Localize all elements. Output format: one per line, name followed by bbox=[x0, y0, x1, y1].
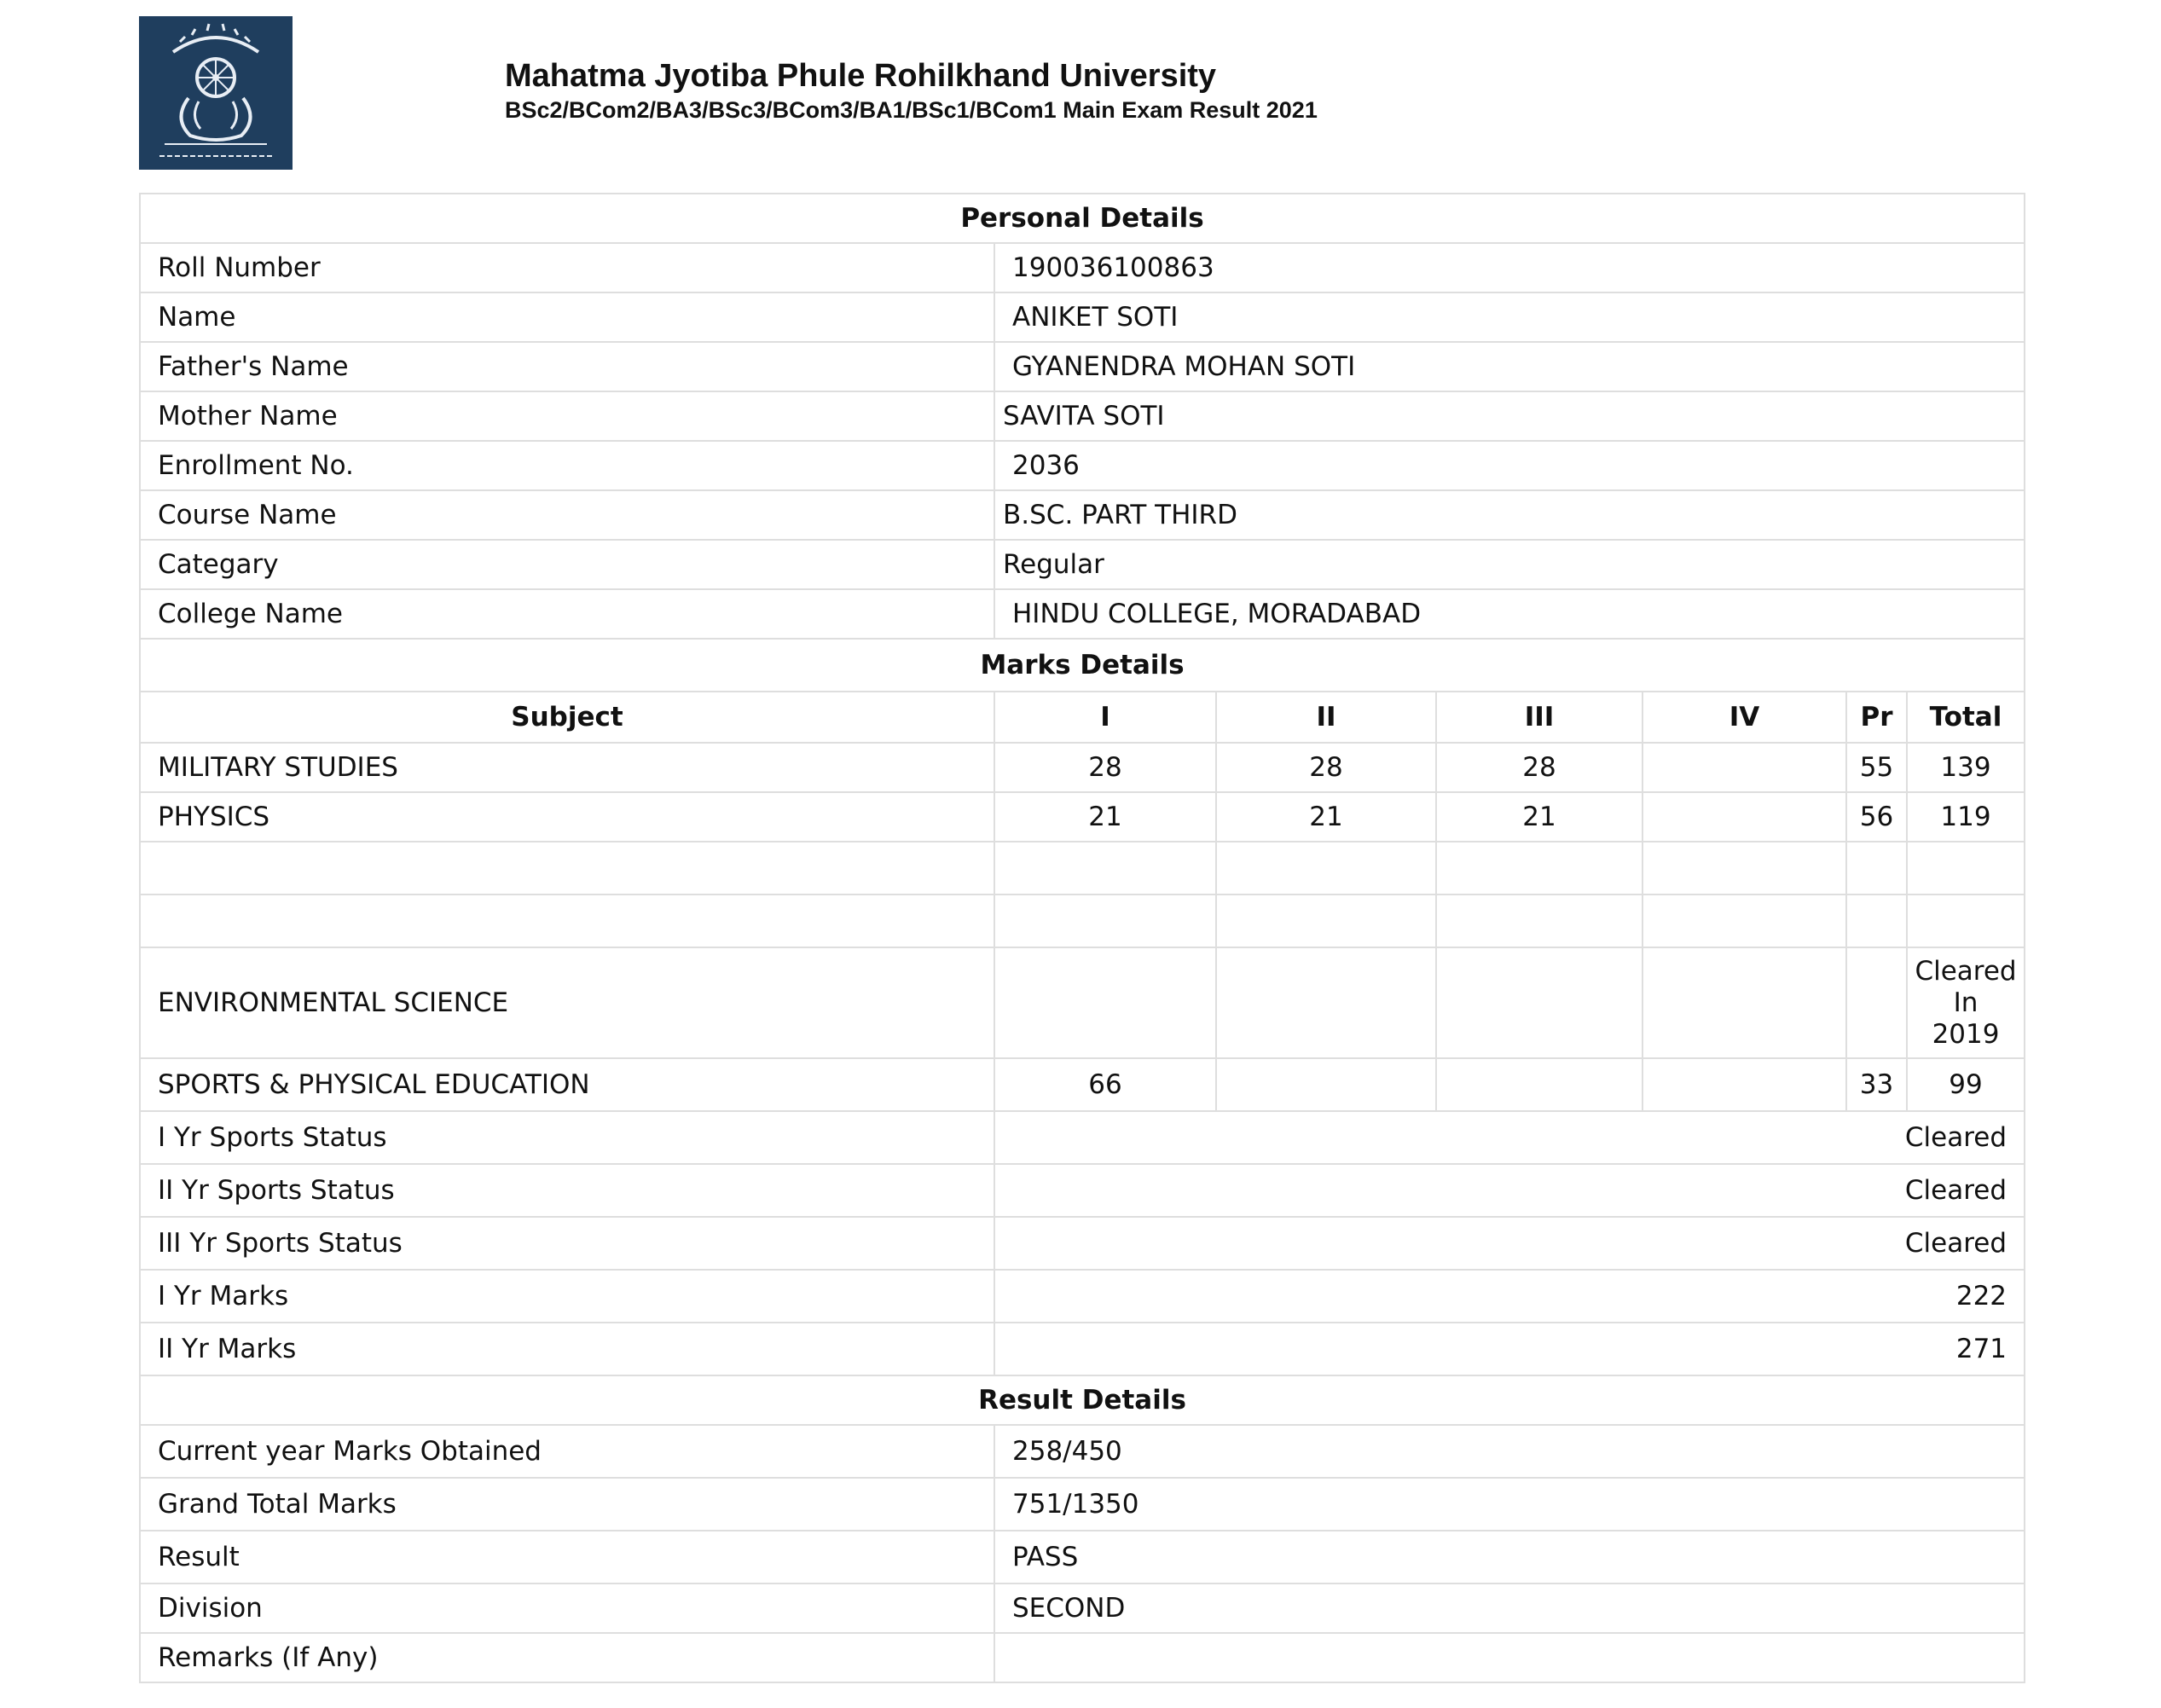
mark-iv bbox=[1642, 1058, 1846, 1111]
result-label: Division bbox=[140, 1584, 994, 1633]
field-label: Name bbox=[140, 292, 994, 342]
mark-iii: 21 bbox=[1436, 792, 1642, 842]
result-value: SECOND bbox=[994, 1584, 2025, 1633]
personal-row bbox=[140, 292, 2025, 342]
mark-ii bbox=[1216, 947, 1436, 1058]
mark-iii: 28 bbox=[1436, 743, 1642, 792]
mark-i bbox=[994, 947, 1216, 1058]
column-header-subject: Subject bbox=[140, 692, 994, 743]
result-label: Current year Marks Obtained bbox=[140, 1425, 994, 1478]
mark-pr bbox=[1846, 947, 1907, 1058]
personal-row bbox=[140, 342, 2025, 391]
result-details-heading: Result Details bbox=[140, 1375, 2025, 1425]
mark-ii: 21 bbox=[1216, 792, 1436, 842]
mark-total: 119 bbox=[1907, 792, 2025, 842]
mark-ii bbox=[1216, 1058, 1436, 1111]
column-header-iv: IV bbox=[1642, 692, 1846, 743]
status-label: II Yr Marks bbox=[140, 1323, 994, 1375]
empty-cell bbox=[140, 895, 994, 947]
result-label: Grand Total Marks bbox=[140, 1478, 994, 1531]
subject-name: PHYSICS bbox=[140, 792, 994, 842]
mark-i: 21 bbox=[994, 792, 1216, 842]
empty-cell bbox=[1216, 842, 1436, 895]
mark-pr: 33 bbox=[1846, 1058, 1907, 1111]
marks-header-row bbox=[140, 692, 2025, 743]
empty-cell bbox=[1642, 895, 1846, 947]
empty-cell bbox=[1216, 895, 1436, 947]
personal-row bbox=[140, 391, 2025, 441]
mark-iii bbox=[1436, 1058, 1642, 1111]
field-value: ANIKET SOTI bbox=[994, 292, 2025, 342]
status-label: I Yr Marks bbox=[140, 1270, 994, 1323]
mark-i: 28 bbox=[994, 743, 1216, 792]
status-value: Cleared bbox=[994, 1164, 2025, 1217]
university-logo bbox=[139, 16, 293, 170]
marks-details-heading: Marks Details bbox=[140, 639, 2025, 692]
mark-iv bbox=[1642, 743, 1846, 792]
field-value: B.SC. PART THIRD bbox=[994, 490, 2025, 540]
university-title: Mahatma Jyotiba Phule Rohilkhand University bbox=[505, 58, 1217, 94]
result-row bbox=[140, 1531, 2025, 1584]
field-label: Mother Name bbox=[140, 391, 994, 441]
column-header-ii: II bbox=[1216, 692, 1436, 743]
mark-iv bbox=[1642, 947, 1846, 1058]
mark-ii: 28 bbox=[1216, 743, 1436, 792]
mark-total: 139 bbox=[1907, 743, 2025, 792]
status-row bbox=[140, 1217, 2025, 1270]
empty-cell bbox=[140, 842, 994, 895]
subject-row bbox=[140, 947, 2025, 1058]
status-value: 271 bbox=[994, 1323, 2025, 1375]
mark-total-cleared bbox=[1907, 947, 2025, 1058]
empty-subject-row bbox=[140, 842, 2025, 895]
cleared-line: In bbox=[1953, 987, 1979, 1018]
status-row bbox=[140, 1164, 2025, 1217]
column-header-i: I bbox=[994, 692, 1216, 743]
status-value: Cleared bbox=[994, 1111, 2025, 1164]
empty-cell bbox=[1642, 842, 1846, 895]
empty-cell bbox=[1907, 842, 2025, 895]
empty-cell bbox=[1846, 842, 1907, 895]
personal-row bbox=[140, 540, 2025, 589]
subject-name: ENVIRONMENTAL SCIENCE bbox=[140, 947, 994, 1058]
result-label: Remarks (If Any) bbox=[140, 1633, 994, 1682]
result-value: PASS bbox=[994, 1531, 2025, 1584]
page-heading bbox=[505, 56, 1318, 124]
result-value: 751/1350 bbox=[994, 1478, 2025, 1531]
field-label: Categary bbox=[140, 540, 994, 589]
field-label: College Name bbox=[140, 589, 994, 639]
status-row bbox=[140, 1270, 2025, 1323]
cleared-line: 2019 bbox=[1932, 1018, 2000, 1050]
personal-details-heading: Personal Details bbox=[140, 194, 2025, 243]
result-row bbox=[140, 1425, 2025, 1478]
personal-row bbox=[140, 589, 2025, 639]
mark-total: 99 bbox=[1907, 1058, 2025, 1111]
field-label: Course Name bbox=[140, 490, 994, 540]
mark-iv bbox=[1642, 792, 1846, 842]
personal-row bbox=[140, 243, 2025, 292]
result-label: Result bbox=[140, 1531, 994, 1584]
field-value: GYANENDRA MOHAN SOTI bbox=[994, 342, 2025, 391]
personal-row bbox=[140, 490, 2025, 540]
result-value bbox=[994, 1633, 2025, 1682]
field-value: Regular bbox=[994, 540, 2025, 589]
status-label: I Yr Sports Status bbox=[140, 1111, 994, 1164]
empty-cell bbox=[1436, 842, 1642, 895]
result-row bbox=[140, 1584, 2025, 1633]
subject-name: MILITARY STUDIES bbox=[140, 743, 994, 792]
mark-iii bbox=[1436, 947, 1642, 1058]
empty-cell bbox=[1846, 895, 1907, 947]
status-value: 222 bbox=[994, 1270, 2025, 1323]
empty-cell bbox=[1436, 895, 1642, 947]
empty-cell bbox=[994, 842, 1216, 895]
column-header-pr: Pr bbox=[1846, 692, 1907, 743]
university-emblem-icon bbox=[139, 16, 293, 170]
subject-row bbox=[140, 1058, 2025, 1111]
subject-name: SPORTS & PHYSICAL EDUCATION bbox=[140, 1058, 994, 1111]
status-label: III Yr Sports Status bbox=[140, 1217, 994, 1270]
empty-cell bbox=[994, 895, 1216, 947]
empty-cell bbox=[1907, 895, 2025, 947]
result-value: 258/450 bbox=[994, 1425, 2025, 1478]
field-value: HINDU COLLEGE, MORADABAD bbox=[994, 589, 2025, 639]
mark-i: 66 bbox=[994, 1058, 1216, 1111]
status-label: II Yr Sports Status bbox=[140, 1164, 994, 1217]
field-label: Roll Number bbox=[140, 243, 994, 292]
result-table bbox=[139, 193, 2025, 1683]
status-value: Cleared bbox=[994, 1217, 2025, 1270]
cleared-line: Cleared bbox=[1915, 955, 2017, 987]
field-value: 2036 bbox=[994, 441, 2025, 490]
subject-row bbox=[140, 792, 2025, 842]
column-header-total: Total bbox=[1907, 692, 2025, 743]
status-row bbox=[140, 1111, 2025, 1164]
field-label: Enrollment No. bbox=[140, 441, 994, 490]
mark-pr: 56 bbox=[1846, 792, 1907, 842]
status-row bbox=[140, 1323, 2025, 1375]
result-row bbox=[140, 1633, 2025, 1682]
result-row bbox=[140, 1478, 2025, 1531]
subject-row bbox=[140, 743, 2025, 792]
field-value: SAVITA SOTI bbox=[994, 391, 2025, 441]
mark-pr: 55 bbox=[1846, 743, 1907, 792]
personal-row bbox=[140, 441, 2025, 490]
column-header-iii: III bbox=[1436, 692, 1642, 743]
exam-subtitle: BSc2/BCom2/BA3/BSc3/BCom3/BA1/BSc1/BCom1 Main Exam Result 2021 bbox=[505, 97, 1318, 123]
field-label: Father's Name bbox=[140, 342, 994, 391]
empty-subject-row bbox=[140, 895, 2025, 947]
field-value: 190036100863 bbox=[994, 243, 2025, 292]
